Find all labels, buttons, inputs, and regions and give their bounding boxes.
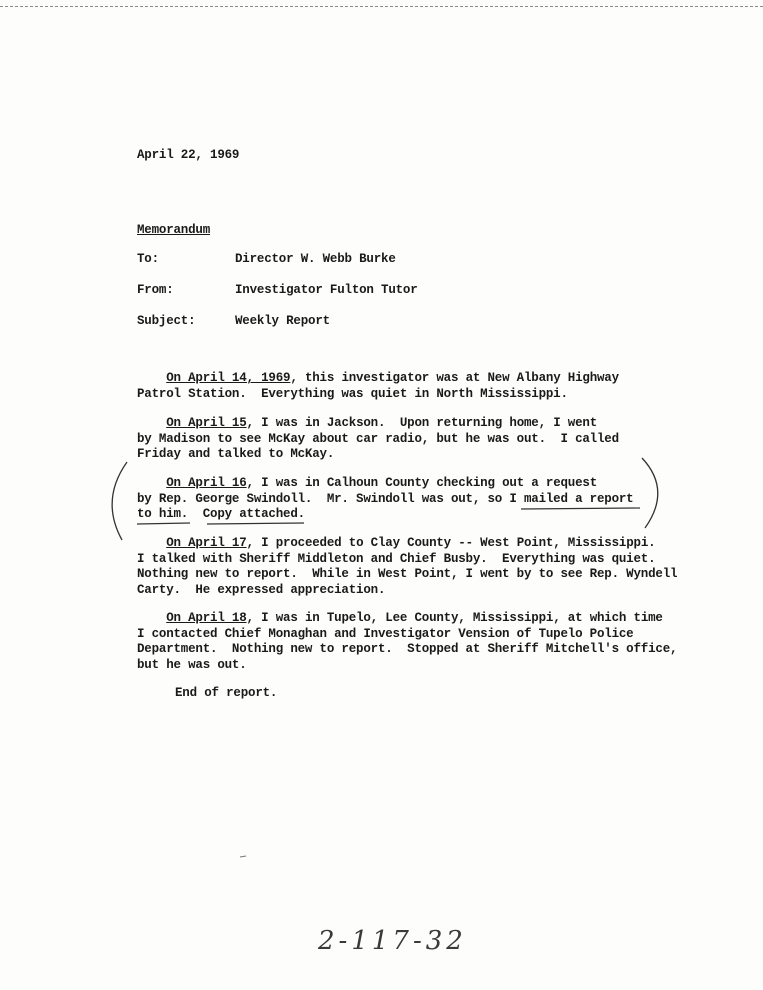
paragraph-text: Nothing new to report. While in West Point, I went by to see Rep. Wyndell bbox=[137, 567, 678, 581]
paragraph-text: , this investigator was at New Albany Highway bbox=[290, 371, 619, 385]
to-value: Director W. Webb Burke bbox=[235, 252, 396, 266]
memo-heading: Memorandum bbox=[137, 223, 211, 237]
paragraph-text: by Rep. George Swindoll. Mr. Swindoll was out, so I mailed a report bbox=[137, 491, 634, 506]
paragraph-text: Carty. He expressed appreciation. bbox=[137, 582, 386, 597]
paragraph-text: but he was out. bbox=[137, 657, 247, 672]
left-parenthesis-mark bbox=[112, 462, 127, 540]
paragraph-text: , I was in Tupelo, Lee County, Mississippi, at which time bbox=[246, 611, 663, 625]
paragraph-date: On April 14, 1969 bbox=[166, 371, 291, 385]
paragraph-date: On April 15 bbox=[166, 416, 247, 430]
paragraph-text: , I was in Jackson. Upon returning home, I went bbox=[246, 416, 598, 430]
paragraph-text: to him. Copy attached. bbox=[137, 507, 305, 521]
from-value: Investigator Fulton Tutor bbox=[235, 283, 418, 297]
right-parenthesis-mark bbox=[642, 458, 658, 528]
paragraph-text: Friday and talked to McKay. bbox=[137, 447, 335, 461]
underline-mark bbox=[521, 508, 640, 509]
underline-mark bbox=[137, 523, 190, 524]
paragraph-text: , I proceeded to Clay County -- West Point, Mississippi. bbox=[246, 536, 656, 550]
paragraph-date: On April 18 bbox=[166, 611, 247, 625]
handwritten-file-number: 2-117-32 bbox=[318, 926, 467, 956]
paragraph-text: I talked with Sheriff Middleton and Chief Busby. Everything was quiet. bbox=[137, 551, 656, 566]
underline-mark bbox=[207, 523, 304, 524]
paragraph-text: by Madison to see McKay about car radio, but he was out. I called bbox=[137, 431, 619, 446]
subject-label: Subject: bbox=[137, 314, 196, 328]
paragraph-text: Department. Nothing new to report. Stopped at Sheriff Mitchell's office, bbox=[137, 642, 678, 656]
paragraph-date: On April 16 bbox=[166, 476, 247, 490]
paragraph-text: Patrol Station. Everything was quiet in North Mississippi. bbox=[137, 386, 568, 401]
speck-mark bbox=[240, 856, 246, 857]
subject-value: Weekly Report bbox=[235, 314, 330, 328]
paragraph-text: , I was in Calhoun County checking out a request bbox=[246, 476, 598, 490]
from-label: From: bbox=[137, 283, 174, 297]
memo-date: April 22, 1969 bbox=[137, 148, 240, 162]
paragraph-text: I contacted Chief Monaghan and Investigator Vension of Tupelo Police bbox=[137, 626, 634, 641]
to-label: To: bbox=[137, 252, 159, 266]
paragraph-date: On April 17 bbox=[166, 536, 247, 550]
end-of-report: End of report. bbox=[175, 686, 278, 700]
